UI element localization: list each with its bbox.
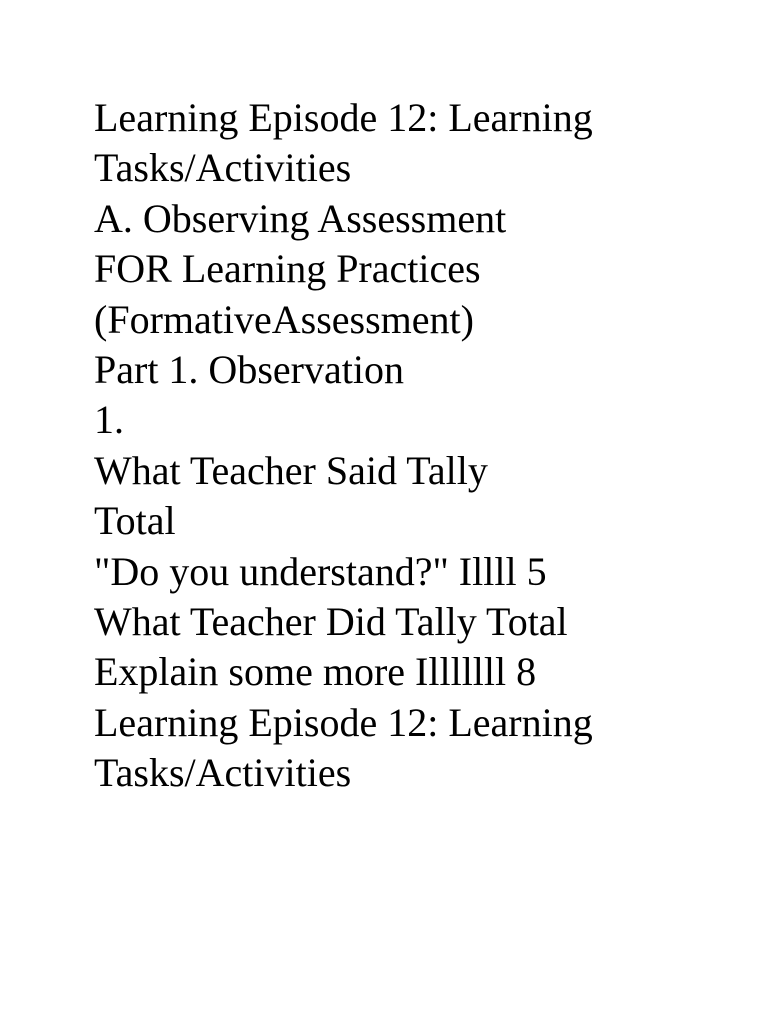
said-table-header-line-2: Total <box>94 498 176 544</box>
said-table-row: "Do you understand?" Illll 5 <box>94 548 547 594</box>
episode-title-repeat-line-1: Learning Episode 12: Learning <box>94 699 593 745</box>
item-number: 1. <box>94 397 124 443</box>
episode-title-line-2: Tasks/Activities <box>94 145 352 191</box>
did-table-header: What Teacher Did Tally Total <box>94 598 568 644</box>
section-heading-line-1: A. Observing Assessment <box>94 195 507 241</box>
section-heading-line-2: FOR Learning Practices <box>94 246 481 292</box>
episode-title-line-1: Learning Episode 12: Learning <box>94 95 593 140</box>
said-table-header-line-1: What Teacher Said Tally <box>94 447 488 493</box>
episode-title-repeat-line-2: Tasks/Activities <box>94 750 352 796</box>
document-body <box>94 93 754 798</box>
section-heading-line-3: (FormativeAssessment) <box>94 296 474 342</box>
did-table-row: Explain some more Illlllll 8 <box>94 649 537 695</box>
part-heading: Part 1. Observation <box>94 346 404 392</box>
